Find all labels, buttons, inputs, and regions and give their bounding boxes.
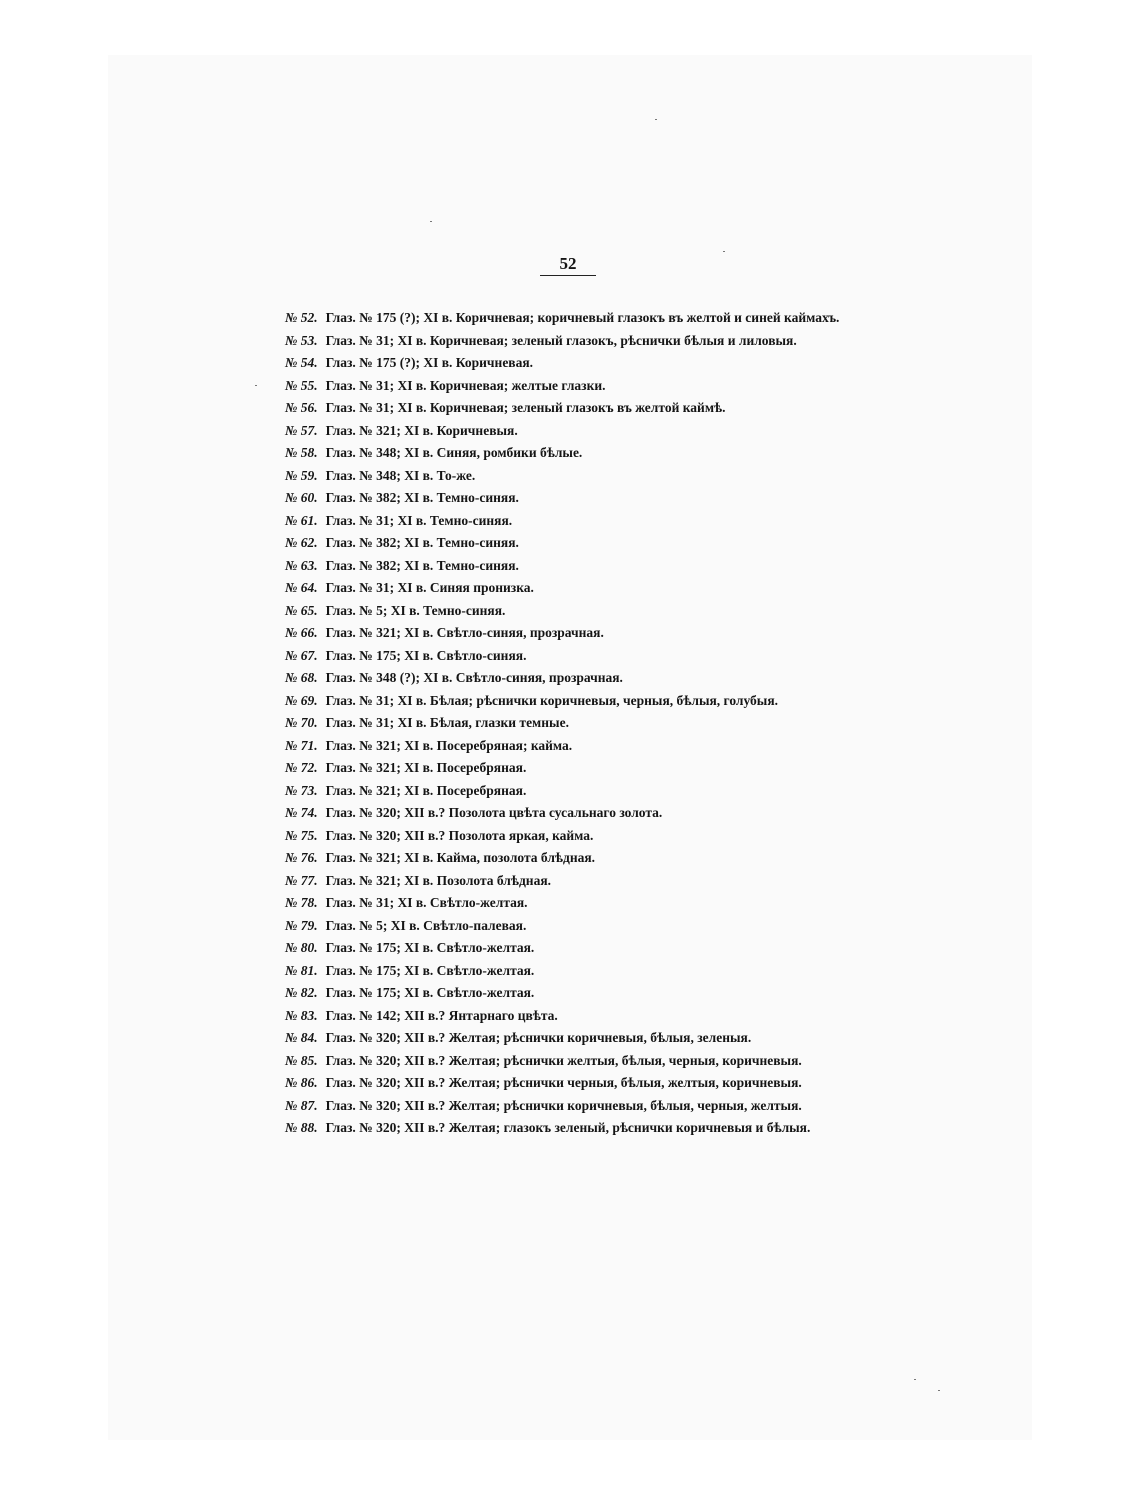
catalog-entry xyxy=(247,982,892,1005)
entry-number: № 70. xyxy=(285,715,318,730)
entry-text: Глаз. № 348; XI в. То-же. xyxy=(325,467,476,483)
entry-text: Глаз. № 175 (?); XI в. Коричневая. xyxy=(325,355,534,370)
entry-text: Глаз. № 320; XII в.? Желтая; рѣснички черныя, бѣлыя, желтыя, коричневыя. xyxy=(325,1075,802,1090)
entry-number: № 84. xyxy=(285,1030,318,1045)
entry-text: Глаз. № 348; XI в. Синяя, ромбики бѣлые. xyxy=(325,445,583,460)
entry-number: № 72. xyxy=(285,760,318,775)
entry-text: Глаз. № 382; XI в. Темно-синяя. xyxy=(325,557,519,573)
entry-text: Глаз. № 31; XI в. Свѣтло-желтая. xyxy=(325,895,528,910)
entry-text: Глаз. № 321; XI в. Посеребряная. xyxy=(325,760,527,775)
entry-number: № 78. xyxy=(285,895,318,910)
entry-number: № 73. xyxy=(285,782,318,798)
catalog-entry xyxy=(247,757,892,780)
catalog-entry xyxy=(247,667,892,690)
entry-number: № 63. xyxy=(285,557,318,573)
entry-number: № 79. xyxy=(285,917,318,933)
entry-text: Глаз. № 175; XI в. Свѣтло-синяя. xyxy=(325,647,527,663)
entry-text: Глаз. № 321; XI в. Позолота блѣдная. xyxy=(325,872,552,888)
entry-number: № 82. xyxy=(285,985,318,1000)
catalog-entry xyxy=(247,960,892,983)
scan-speck xyxy=(914,1379,916,1380)
entry-number: № 57. xyxy=(285,422,318,438)
page-number-rule xyxy=(540,275,596,276)
entry-text: Глаз. № 31; XI в. Коричневая; желтые глазки. xyxy=(325,377,606,393)
catalog-entry xyxy=(247,847,892,870)
entry-number: № 60. xyxy=(285,490,318,505)
catalog-entry xyxy=(247,892,892,915)
entry-text: Глаз. № 382; XI в. Темно-синяя. xyxy=(325,535,519,550)
entry-number: № 80. xyxy=(285,940,318,955)
entry-number: № 74. xyxy=(285,805,318,820)
catalog-entry xyxy=(247,937,892,960)
entry-number: № 66. xyxy=(285,625,318,640)
entry-number: № 64. xyxy=(285,580,318,595)
entry-text: Глаз. № 175; XI в. Свѣтло-желтая. xyxy=(325,985,535,1000)
entry-number: № 86. xyxy=(285,1075,318,1090)
catalog-entry xyxy=(247,465,892,488)
entry-number: № 77. xyxy=(285,872,318,888)
entry-number: № 85. xyxy=(285,1052,318,1068)
catalog-entry xyxy=(247,600,892,623)
catalog-entry xyxy=(247,1005,892,1028)
entry-text: Глаз. № 320; XII в.? Позолота яркая, кайма. xyxy=(325,827,594,843)
catalog-entry xyxy=(247,420,892,443)
entry-text: Глаз. № 382; XI в. Темно-синяя. xyxy=(325,490,519,505)
entry-number: № 58. xyxy=(285,445,318,460)
scan-speck xyxy=(938,1390,940,1391)
entry-number: № 76. xyxy=(285,850,318,865)
entry-text: Глаз. № 175; XI в. Свѣтло-желтая. xyxy=(325,962,535,978)
entry-number: № 88. xyxy=(285,1120,318,1135)
entry-number: № 65. xyxy=(285,602,318,618)
entry-text: Глаз. № 31; XI в. Синяя пронизка. xyxy=(325,580,534,595)
entry-text: Глаз. № 31; XI в. Бѣлая, глазки темные. xyxy=(325,715,569,730)
catalog-entry xyxy=(247,1117,892,1140)
entry-text: Глаз. № 31; XI в. Коричневая; зеленый глазокъ, рѣснички бѣлыя и лиловыя. xyxy=(325,332,797,348)
entry-number: № 83. xyxy=(285,1007,318,1023)
entry-number: № 55. xyxy=(285,377,318,393)
entry-text: Глаз. № 321; XI в. Свѣтло-синяя, прозрачная. xyxy=(325,625,604,640)
scan-speck xyxy=(430,221,432,222)
catalog-entry xyxy=(247,825,892,848)
entry-text: Глаз. № 320; XII в.? Желтая; рѣснички желтыя, бѣлыя, черныя, коричневыя. xyxy=(325,1052,802,1068)
entry-text: Глаз. № 142; XII в.? Янтарнаго цвѣта. xyxy=(325,1007,558,1023)
entry-text: Глаз. № 175; XI в. Свѣтло-желтая. xyxy=(325,940,535,955)
catalog-entry xyxy=(247,1050,892,1073)
entry-number: № 56. xyxy=(285,400,318,415)
catalog-entry xyxy=(247,645,892,668)
entry-text: Глаз. № 31; XI в. Темно-синяя. xyxy=(325,512,513,528)
entry-number: № 71. xyxy=(285,737,318,753)
catalog-entry xyxy=(247,915,892,938)
entry-text: Глаз. № 321; XI в. Коричневыя. xyxy=(325,422,518,438)
entry-text: Глаз. № 175 (?); XI в. Коричневая; коричневый глазокъ въ желтой и синей каймахъ. xyxy=(325,310,840,325)
entry-text: Глаз. № 321; XI в. Кайма, позолота блѣдная. xyxy=(325,850,596,865)
catalog-entries xyxy=(247,307,892,1140)
scan-speck xyxy=(655,119,657,120)
entry-text: Глаз. № 5; XI в. Свѣтло-палевая. xyxy=(325,917,527,933)
entry-text: Глаз. № 320; XII в.? Желтая; рѣснички коричневыя, бѣлыя, зеленыя. xyxy=(325,1030,752,1045)
entry-number: № 59. xyxy=(285,467,318,483)
entry-number: № 67. xyxy=(285,647,318,663)
scan-speck xyxy=(723,251,725,252)
entry-text: Глаз. № 321; XI в. Посеребряная; кайма. xyxy=(325,737,573,753)
entry-text: Глаз. № 320; XII в.? Желтая; глазокъ зеленый, рѣснички коричневыя и бѣлыя. xyxy=(325,1120,811,1135)
entry-number: № 61. xyxy=(285,512,318,528)
catalog-entry xyxy=(247,510,892,533)
catalog-entry xyxy=(247,1027,892,1050)
catalog-entry xyxy=(247,442,892,465)
entry-text: Глаз. № 5; XI в. Темно-синяя. xyxy=(325,602,506,618)
entry-text: Глаз. № 31; XI в. Бѣлая; рѣснички коричневыя, черныя, бѣлыя, голубыя. xyxy=(325,692,779,708)
entry-number: № 81. xyxy=(285,962,318,978)
catalog-entry xyxy=(247,487,892,510)
catalog-entry xyxy=(247,712,892,735)
catalog-entry xyxy=(247,690,892,713)
catalog-entry xyxy=(247,1072,892,1095)
catalog-entry xyxy=(247,735,892,758)
catalog-entry xyxy=(247,577,892,600)
catalog-entry xyxy=(247,555,892,578)
catalog-entry xyxy=(247,870,892,893)
catalog-entry xyxy=(247,330,892,353)
catalog-entry xyxy=(247,1095,892,1118)
catalog-entry xyxy=(247,802,892,825)
entry-text: Глаз. № 348 (?); XI в. Свѣтло-синяя, прозрачная. xyxy=(325,670,623,685)
entry-number: № 75. xyxy=(285,827,318,843)
entry-number: № 53. xyxy=(285,332,318,348)
catalog-entry xyxy=(247,532,892,555)
entry-number: № 69. xyxy=(285,692,318,708)
entry-number: № 52. xyxy=(285,310,318,325)
catalog-entry xyxy=(247,307,892,330)
entry-text: Глаз. № 320; XII в.? Желтая; рѣснички коричневыя, бѣлыя, черныя, желтыя. xyxy=(325,1097,802,1113)
entry-number: № 68. xyxy=(285,670,318,685)
catalog-entry xyxy=(247,397,892,420)
page-number: 52 xyxy=(559,254,577,273)
entry-text: Глаз. № 31; XI в. Коричневая; зеленый глазокъ въ желтой каймѣ. xyxy=(325,400,726,415)
catalog-entry xyxy=(247,780,892,803)
entry-text: Глаз. № 320; XII в.? Позолота цвѣта сусальнаго золота. xyxy=(325,805,663,820)
entry-number: № 62. xyxy=(285,535,318,550)
catalog-entry xyxy=(247,375,892,398)
entry-text: Глаз. № 321; XI в. Посеребряная. xyxy=(325,782,527,798)
entry-number: № 54. xyxy=(285,355,318,370)
entry-number: № 87. xyxy=(285,1097,318,1113)
catalog-entry xyxy=(247,622,892,645)
catalog-entry xyxy=(247,352,892,375)
